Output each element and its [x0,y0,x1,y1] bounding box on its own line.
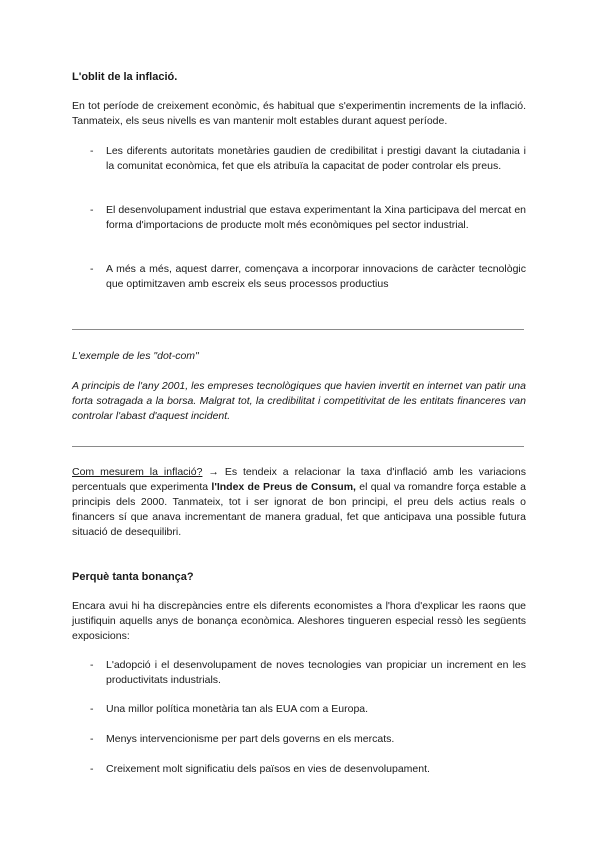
horizontal-divider [72,446,524,447]
inflation-reasons-list-3 [72,262,526,292]
dash-bullet: - [90,145,94,157]
dash-bullet: - [90,733,94,745]
measure-link[interactable]: Com mesurem la inflació? [72,466,203,478]
dash-bullet: - [90,263,94,275]
dotcom-title: L'exemple de les "dot-com" [72,350,199,362]
bonanza-list-4 [72,762,526,777]
list-item: - Una millor política monetària tan als EUA com a Europa. [90,703,369,715]
measure-paragraph: Com mesurem la inflació? → Es tendeix a relacionar la taxa d'inflació amb les variacions percentuals que experimenta l'Index de Preus de Consum, el qual va romandre força estable a principis dels 2000. Tanmateix, tot i ser ignorat de bon principi, el preu dels actius reals o financers sí que anava incrementant de manera gradual, fet que anticipava una possible futura situació de desequilibri. [72,466,526,538]
horizontal-divider [72,329,524,330]
list-item: - L'adopció i el desenvolupament de noves tecnologies van propiciar un increment en les productivitats industrials. [90,659,526,686]
inflation-reasons-list-2 [72,203,526,233]
list-item: - El desenvolupament industrial que estava experimentant la Xina participava del mercat en forma d'importacions de producte molt més econòmiques pel sector industrial. [90,204,526,231]
section-title-inflation: L'oblit de la inflació. [72,71,178,83]
bonanza-list [72,658,526,688]
dash-bullet: - [90,703,94,715]
bonanza-list-2 [72,702,526,717]
section-title-bonanza: Perquè tanta bonança? [72,571,194,583]
list-item: - Creixement molt significatiu dels països en vies de desenvolupament. [90,763,430,775]
bonanza-list-3 [72,732,526,747]
bonanza-intro: Encara avui hi ha discrepàncies entre els diferents economistes a l'hora d'explicar les raons que justifiquin aquells anys de bonança econòmica. Aleshores tingueren especial ressò les següents exposicions: [72,600,526,642]
intro-paragraph: En tot període de creixement econòmic, és habitual que s'experimentin increments de la inflació. Tanmateix, els seus nivells es van mantenir molt estables durant aquest període. [72,100,526,127]
dash-bullet: - [90,763,94,775]
list-item: - A més a més, aquest darrer, començava a incorporar innovacions de caràcter tecnològic que optimitzaven amb escreix els seus processos productius [90,263,526,290]
list-item: - Les diferents autoritats monetàries gaudien de credibilitat i prestigi davant la ciutadania i la comunitat econòmica, fet que els atribuïa la capacitat de poder controlar els preus. [90,145,526,172]
arrow-glyph: → [208,466,219,478]
inflation-reasons-list [72,144,526,174]
list-item: - Menys intervencionisme per part dels governs en els mercats. [90,733,395,745]
dotcom-paragraph: A principis de l'any 2001, les empreses tecnològiques que havien invertit en internet van patir una forta sotragada a la borsa. Malgrat tot, la credibilitat i competitivitat de les entitats financeres van controlar l'abast d'aquest incident. [72,380,526,422]
dash-bullet: - [90,659,94,671]
ipc-emphasis: l'Index de Preus de Consum, [211,481,356,493]
dash-bullet: - [90,204,94,216]
